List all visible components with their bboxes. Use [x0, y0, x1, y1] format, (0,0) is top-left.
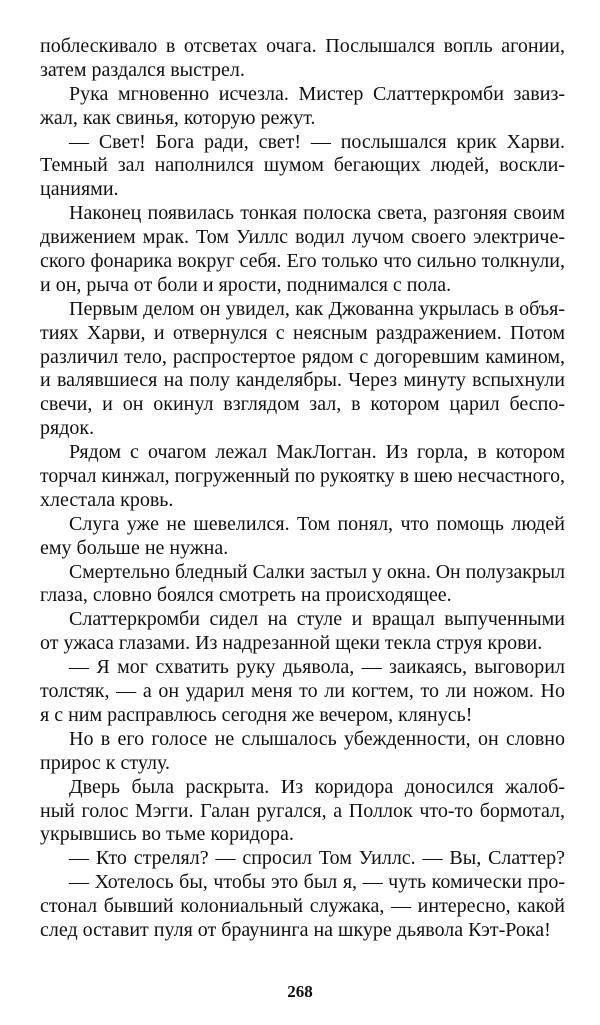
text-line: Но в его голосе не слышалось убежденности, он словно — [69, 727, 565, 750]
text-line: глаза, словно боялся смотреть на происходящее. — [40, 584, 452, 607]
text-line: укрывшись во тьме коридора. — [40, 823, 294, 846]
text-line: тиях Харви, и отвернулся с неясным раздражением. Потом — [40, 321, 565, 344]
text-line: ского фонарика вокруг себя. Его только что сильно толкнули, — [40, 250, 565, 273]
text-line: — Хотелось бы, чтобы это был я, — чуть комически про- — [69, 871, 565, 894]
text-line: — Я мог схватить руку дьявола, — заикаясь, выговорил — [69, 656, 565, 679]
text-line: и он, рыча от боли и ярости, поднимался с пола. — [40, 273, 452, 296]
text-line: свечи, и он окинул взглядом зал, в котором царил беспо- — [40, 393, 565, 416]
text-line: жал, как свинья, которую режут. — [40, 106, 316, 129]
text-line: прирос к стулу. — [40, 751, 170, 774]
text-line: ему больше не нужна. — [40, 536, 229, 559]
text-line: торчал кинжал, погруженный по рукоятку в шею несчастного, — [40, 465, 565, 488]
text-line: ный голос Мэгги. Галан ругался, а Поллок что-то бормотал, — [40, 799, 565, 822]
text-line: движением мрак. Том Уиллс водил лучом своего электриче- — [40, 226, 565, 249]
text-line: Рядом с очагом лежал МакЛогган. Из горла, в котором — [69, 441, 565, 464]
text-line: — Свет! Бога ради, свет! — послышался крик Харви. — [69, 130, 565, 153]
text-line: от ужаса глазами. Из надрезанной щеки текла струя крови. — [40, 632, 543, 655]
text-line: — Кто стрелял? — спросил Том Уиллс. — Вы, Слаттер? — [69, 847, 565, 870]
text-line: толстяк, — а он ударил меня то ли когтем, то ли ножом. Но — [40, 680, 565, 703]
text-line: Смертельно бледный Салки застыл у окна. Он полузакрыл — [69, 560, 565, 583]
text-line: хлестала кровь. — [40, 488, 174, 511]
text-line: стонал бывший колониальный служака, — интересно, какой — [40, 895, 565, 918]
text-line: Слуга уже не шевелился. Том понял, что помощь людей — [69, 512, 565, 535]
text-line: поблескивало в отсветах очага. Послышался вопль агонии, — [40, 35, 565, 57]
text-line: Дверь была раскрыта. Из коридора доносился жалоб- — [69, 775, 565, 798]
page-text — [40, 35, 565, 943]
text-line: различил тело, распростертое рядом с догоревшим камином, — [40, 345, 565, 368]
text-line: Рука мгновенно исчезла. Мистер Слаттеркромби завиз- — [69, 82, 565, 105]
text-line: и валявшиеся на полу канделябры. Через минуту вспыхнули — [40, 369, 565, 392]
text-line: рядок. — [40, 417, 95, 440]
text-line: Наконец появилась тонкая полоска света, разгоняя своим — [69, 202, 565, 225]
text-line: затем раздался выстрел. — [40, 58, 245, 81]
text-line: след оставит пуля от браунинга на шкуре дьявола Кэт-Рока! — [40, 918, 551, 941]
text-line: Слаттеркромби сидел на стуле и вращал выпученными — [69, 608, 565, 631]
text-line: я с ним расправлюсь сегодня же вечером, клянусь! — [40, 703, 473, 726]
text-line: Первым делом он увидел, как Джованна укрылась в объя- — [69, 297, 565, 320]
text-line: цаниями. — [40, 178, 119, 201]
text-line: Темный зал наполнился шумом бегающих людей, воскли- — [40, 154, 565, 177]
page-number: 268 — [287, 982, 313, 1001]
